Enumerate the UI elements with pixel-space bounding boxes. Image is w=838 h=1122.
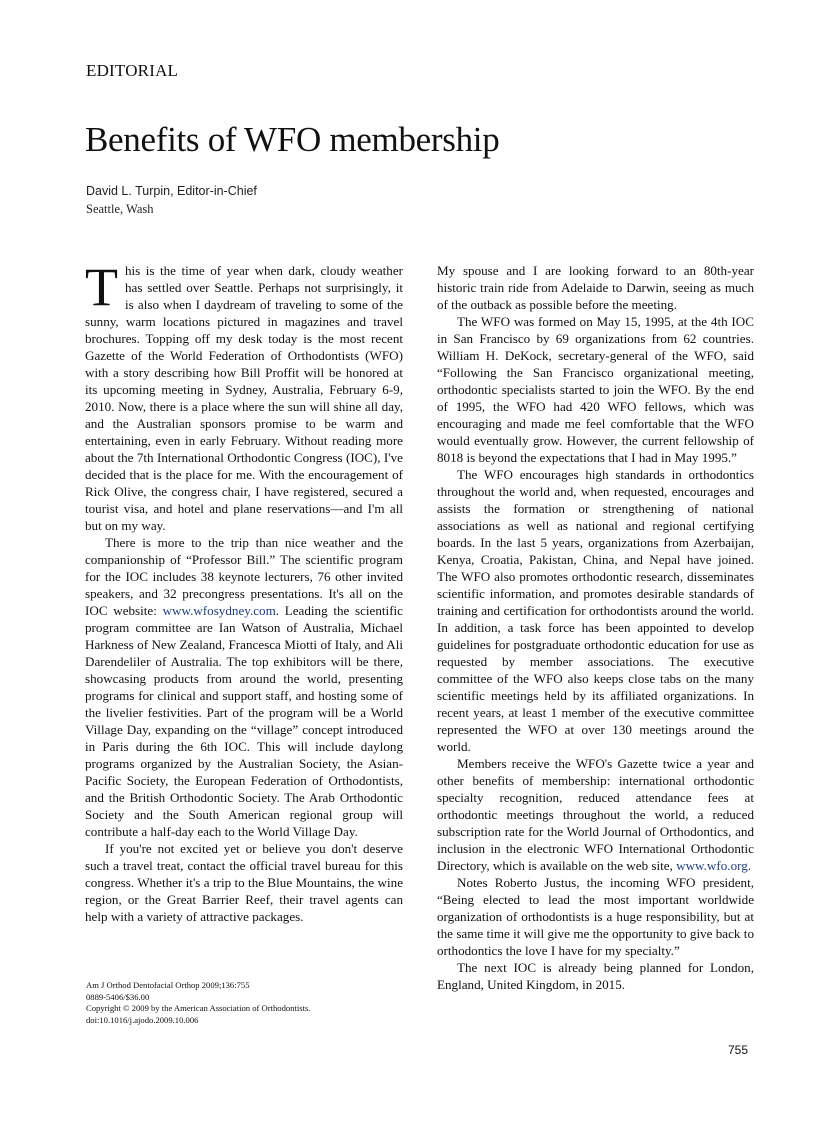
- wfosydney-link[interactable]: www.wfosydney.com: [162, 603, 276, 618]
- citation-footer: [86, 980, 406, 1026]
- left-paragraph-1-text: his is the time of year when dark, cloudy weather has settled over Seattle. Perhaps not surprisingly, it is also when I daydream of traveling to some of the sunny, warm locations pictured in magazines and travel brochures. Topping off my desk today is the most recent Gazette of the World Federation of Orthodontists (WFO) with a story describing how Bill Proffit will be honored at its upcoming meeting in Sydney, Australia, February 6-9, 2010. Now, there is a place where the sun will shine all day, and the Australian sponsors promise to be warm and entertaining, even in early February. Without reading more about the 7th International Orthodontic Congress (IOC), I've decided that is the place for me. With the encouragement of Rick Olive, the congress chair, I have registered, secured a tourist visa, and hotel and plane reservations—and I'm all but on my way.: [85, 263, 403, 533]
- right-paragraph-6: The next IOC is already being planned for London, England, United Kingdom, in 2015.: [437, 960, 754, 992]
- right-paragraph-1: My spouse and I are looking forward to an 80th-year historic train ride from Adelaide to Darwin, seeing as much of the outback as possible before the meeting.: [437, 263, 754, 312]
- left-paragraph-1: [85, 257, 403, 534]
- page-number: 755: [728, 1043, 749, 1057]
- wfo-link[interactable]: www.wfo.org: [676, 858, 748, 873]
- right-paragraph-3: The WFO encourages high standards in orthodontics throughout the world and, when requested, encourages and assists the formation or strengthening of national associations as well as national and regional certifying boards. In the last 5 years, organizations from Azerbaijan, Kenya, Croatia, Pakistan, China, and Nepal have joined. The WFO also promotes orthodontic research, disseminates scientific information, and promotes desirable standards of training and certification for orthodontists around the world. In addition, a task force has been appointed to develop guidelines for postgraduate orthodontic education for use as requested by member associations. The executive committee of the WFO also keeps close tabs on the many scientific meetings held by its affiliated organizations. In recent years, at least 1 member of the executive committee represented the WFO at over 130 meetings around the world.: [437, 467, 754, 754]
- right-paragraph-2: The WFO was formed on May 15, 1995, at the 4th IOC in San Francisco by 69 organizations from 62 countries. William H. DeKock, secretary-general of the WFO, said “Following the San Francisco organizational meeting, orthodontic specialists started to join the WFO. By the end of 1995, the WFO had 420 WFO fellows, which was encouraging and made me feel comfortable that the WFO would eventually grow. However, the current fellowship of 8018 is beyond the expectations that I had in May 1995.”: [437, 314, 754, 465]
- journal-citation: Am J Orthod Dentofacial Orthop 2009;136:755: [86, 980, 250, 990]
- copyright: Copyright © 2009 by the American Association of Orthodontists.: [86, 1003, 311, 1013]
- issn: 0889-5406/$36.00: [86, 991, 150, 1002]
- drop-cap: T: [85, 257, 118, 317]
- right-paragraph-5: Notes Roberto Justus, the incoming WFO president, “Being elected to lead the most important worldwide organization of orthodontists is a huge responsibility, but at the same time it will give me the opportunity to give back to orthodontics the love I have for my specialty.”: [437, 875, 754, 958]
- section-label: EDITORIAL: [86, 61, 179, 80]
- left-paragraph-3: If you're not excited yet or believe you don't deserve such a travel treat, contact the official travel bureau for this congress. Whether it's a trip to the Blue Mountains, the wine region, or the Great Barrier Reef, their travel agents can help with a variety of attractive packages.: [85, 841, 403, 924]
- doi: doi:10.1016/j.ajodo.2009.10.006: [86, 1014, 199, 1025]
- left-paragraph-2: There is more to the trip than nice weather and the companionship of “Professor Bill.” The scientific program for the IOC includes 38 keynote lecturers, 76 other invited speakers, and 32 precongress presentations. It's all on the IOC website: www.wfosydney.com. Leading the scientific program committee are Ian Watson of Australia, Michael Harkness of New Zealand, Francesca Miotti of Italy, and Ali Darendeliler of Australia. The top exhibitors will be there, showcasing products from around the world, presenting programs for clinical and support staff, and hosting some of the livelier festivities. Part of the program will be a World Village Day, expanding on the “village” concept introduced in Paris during the 6th IOC. This will include daylong programs organized by the Australian Society, the Asian-Pacific Society, the European Federation of Orthodontists, and the British Orthodontic Society. The Arab Orthodontic Society and the South American regional group will contribute a half-day each to the World Village Day.: [85, 535, 403, 839]
- right-paragraph-4: Members receive the WFO's Gazette twice a year and other benefits of membership: international orthodontic specialty recognition, reduced attendance fees at orthodontic meetings throughout the world, a reduced subscription rate for the World Journal of Orthodontics, and inclusion in the electronic WFO International Orthodontic Directory, which is available on the web site, www.wfo.org.: [437, 756, 754, 873]
- article-title: Benefits of WFO membership: [85, 120, 500, 159]
- author-line: David L. Turpin, Editor-in-Chief: [86, 184, 257, 198]
- author-location: Seattle, Wash: [86, 202, 154, 216]
- left-column: [85, 257, 403, 925]
- right-column: [437, 262, 754, 993]
